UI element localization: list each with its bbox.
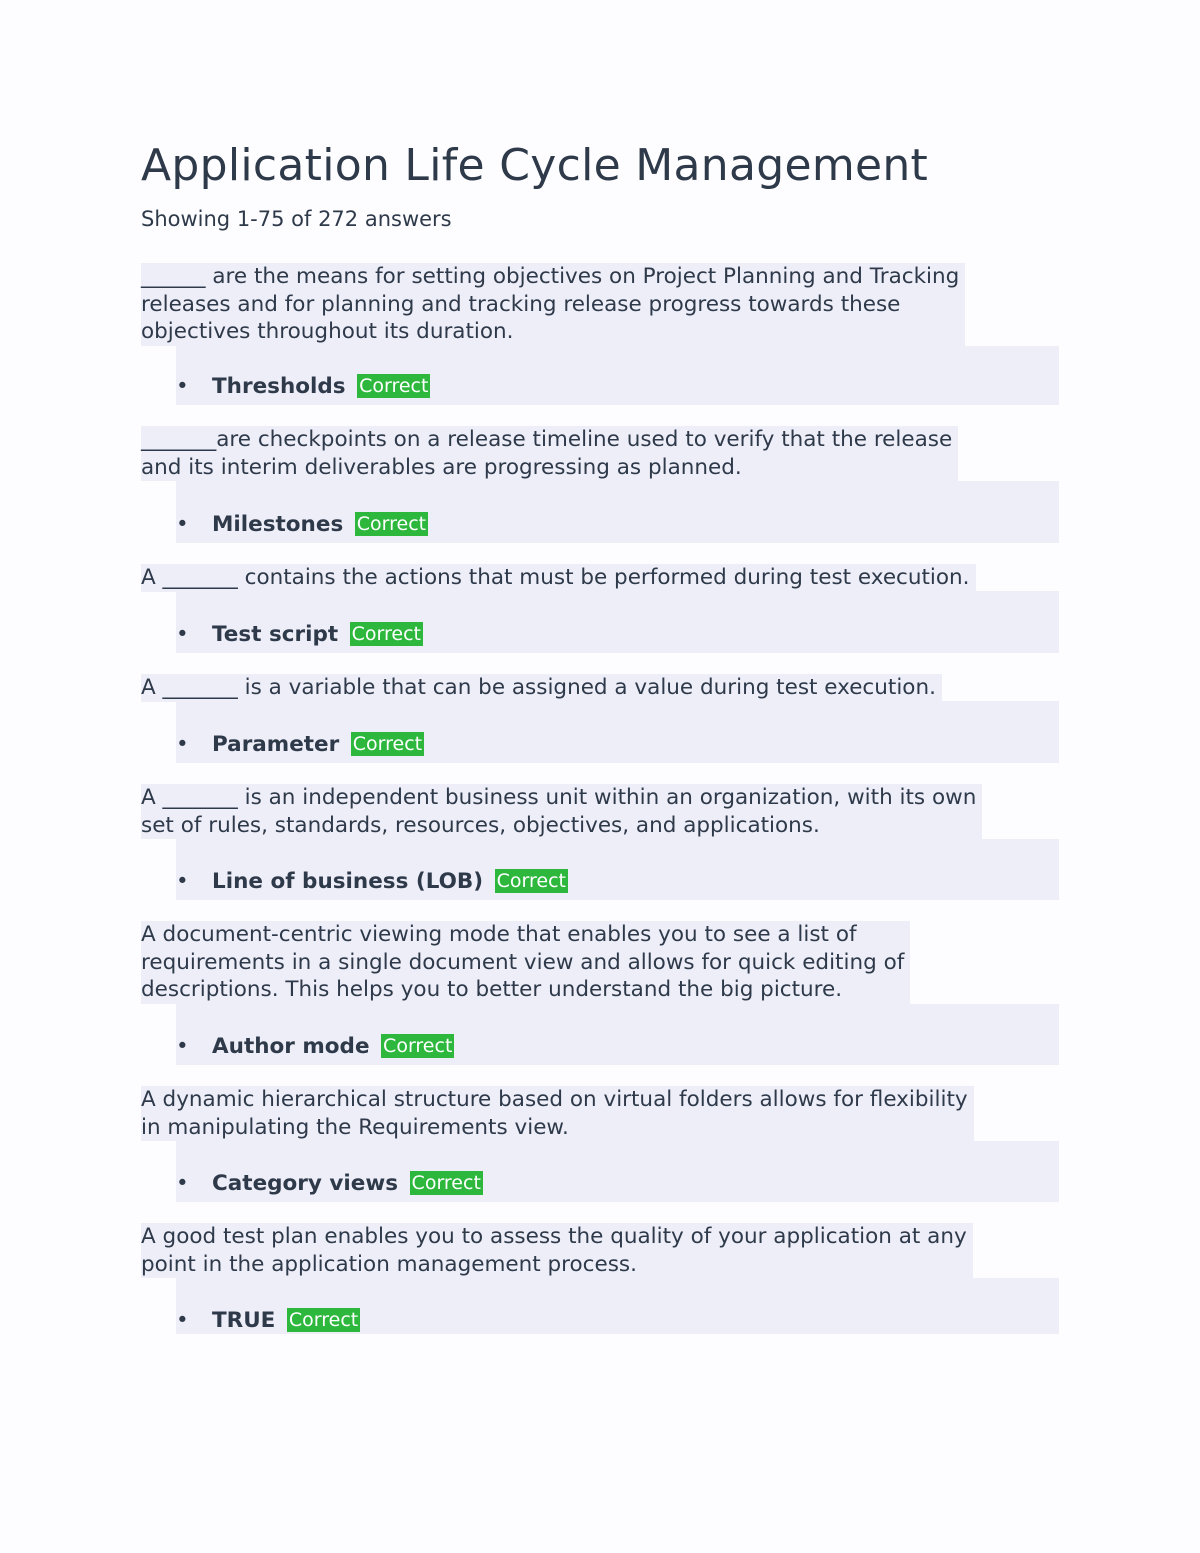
question-text: [141, 426, 958, 481]
question-line: objectives throughout its duration.: [141, 319, 514, 344]
results-count: Showing 1-75 of 272 answers: [141, 207, 452, 231]
question-line: and its interim deliverables are progressing as planned.: [141, 454, 742, 480]
question-line: _______are checkpoints on a release timeline used to verify that the release: [141, 427, 953, 452]
spacer: [176, 701, 1059, 725]
answer-text: Author mode: [212, 1034, 370, 1059]
correct-badge: Correct: [496, 870, 566, 892]
bullet-icon: •: [176, 374, 189, 399]
question-text: [141, 784, 982, 839]
bullet-icon: •: [176, 1171, 189, 1196]
question-line: in manipulating the Requirements view.: [141, 1114, 569, 1140]
answer-text: TRUE: [212, 1308, 276, 1333]
bullet-icon: •: [176, 512, 189, 537]
question-line: A good test plan enables you to assess the quality of your application at any: [141, 1224, 967, 1249]
question-line: point in the application management process.: [141, 1251, 637, 1277]
question-text: [141, 674, 942, 702]
correct-badge: Correct: [352, 733, 423, 755]
bullet-icon: •: [176, 869, 189, 894]
correct-badge: Correct: [356, 513, 427, 535]
bullet-icon: •: [176, 622, 189, 647]
spacer: [176, 1278, 1059, 1301]
question-text: [141, 1223, 973, 1278]
question-line: set of rules, standards, resources, objectives, and applications.: [141, 812, 820, 838]
answer-row: [176, 505, 1059, 543]
question-text: [141, 564, 976, 592]
correct-badge: Correct: [383, 1035, 453, 1057]
question-text: [141, 1086, 974, 1141]
answer-text: Test script: [212, 622, 339, 647]
question-line: A _______ is a variable that can be assigned a value during test execution.: [141, 675, 936, 700]
qa-list: [141, 263, 1059, 1334]
answer-row: [176, 1027, 1059, 1065]
bullet-icon: •: [176, 732, 189, 757]
answer-row: [176, 725, 1059, 763]
spacer: [176, 839, 1059, 862]
spacer: [176, 346, 1059, 367]
question-line: ______ are the means for setting objectives on Project Planning and Tracking: [141, 264, 960, 289]
answer-text: Thresholds: [212, 374, 346, 399]
correct-badge: Correct: [359, 375, 429, 397]
spacer: [176, 1004, 1059, 1027]
answer-text: Category views: [212, 1171, 399, 1196]
spacer: [176, 591, 1059, 615]
answer-row: [176, 367, 1059, 405]
page-title: Application Life Cycle Management: [141, 140, 929, 191]
question-line: A _______ is an independent business unit within an organization, with its own: [141, 785, 977, 810]
correct-badge: Correct: [411, 1172, 481, 1194]
question-line: A document-centric viewing mode that enables you to see a list of: [141, 922, 857, 947]
correct-badge: Correct: [288, 1309, 359, 1331]
answer-row: [176, 1164, 1059, 1202]
question-line: A dynamic hierarchical structure based on virtual folders allows for flexibility: [141, 1087, 968, 1112]
correct-badge: Correct: [351, 623, 421, 645]
question-line: descriptions. This helps you to better understand the big picture.: [141, 977, 843, 1002]
answer-text: Parameter: [212, 732, 340, 757]
bullet-icon: •: [176, 1308, 189, 1333]
question-line: releases and for planning and tracking release progress towards these: [141, 291, 901, 317]
bullet-icon: •: [176, 1034, 189, 1059]
answer-row: [176, 862, 1059, 900]
spacer: [176, 1141, 1059, 1164]
answer-row: [176, 615, 1059, 653]
answer-row: [176, 1301, 1059, 1334]
spacer: [176, 481, 1059, 505]
question-text: [141, 921, 910, 1004]
question-line: requirements in a single document view and allows for quick editing of: [141, 949, 905, 975]
answer-text: Line of business (LOB): [212, 869, 484, 894]
question-line: A _______ contains the actions that must be performed during test execution.: [141, 565, 970, 590]
answer-text: Milestones: [212, 512, 344, 537]
question-text: [141, 263, 965, 346]
